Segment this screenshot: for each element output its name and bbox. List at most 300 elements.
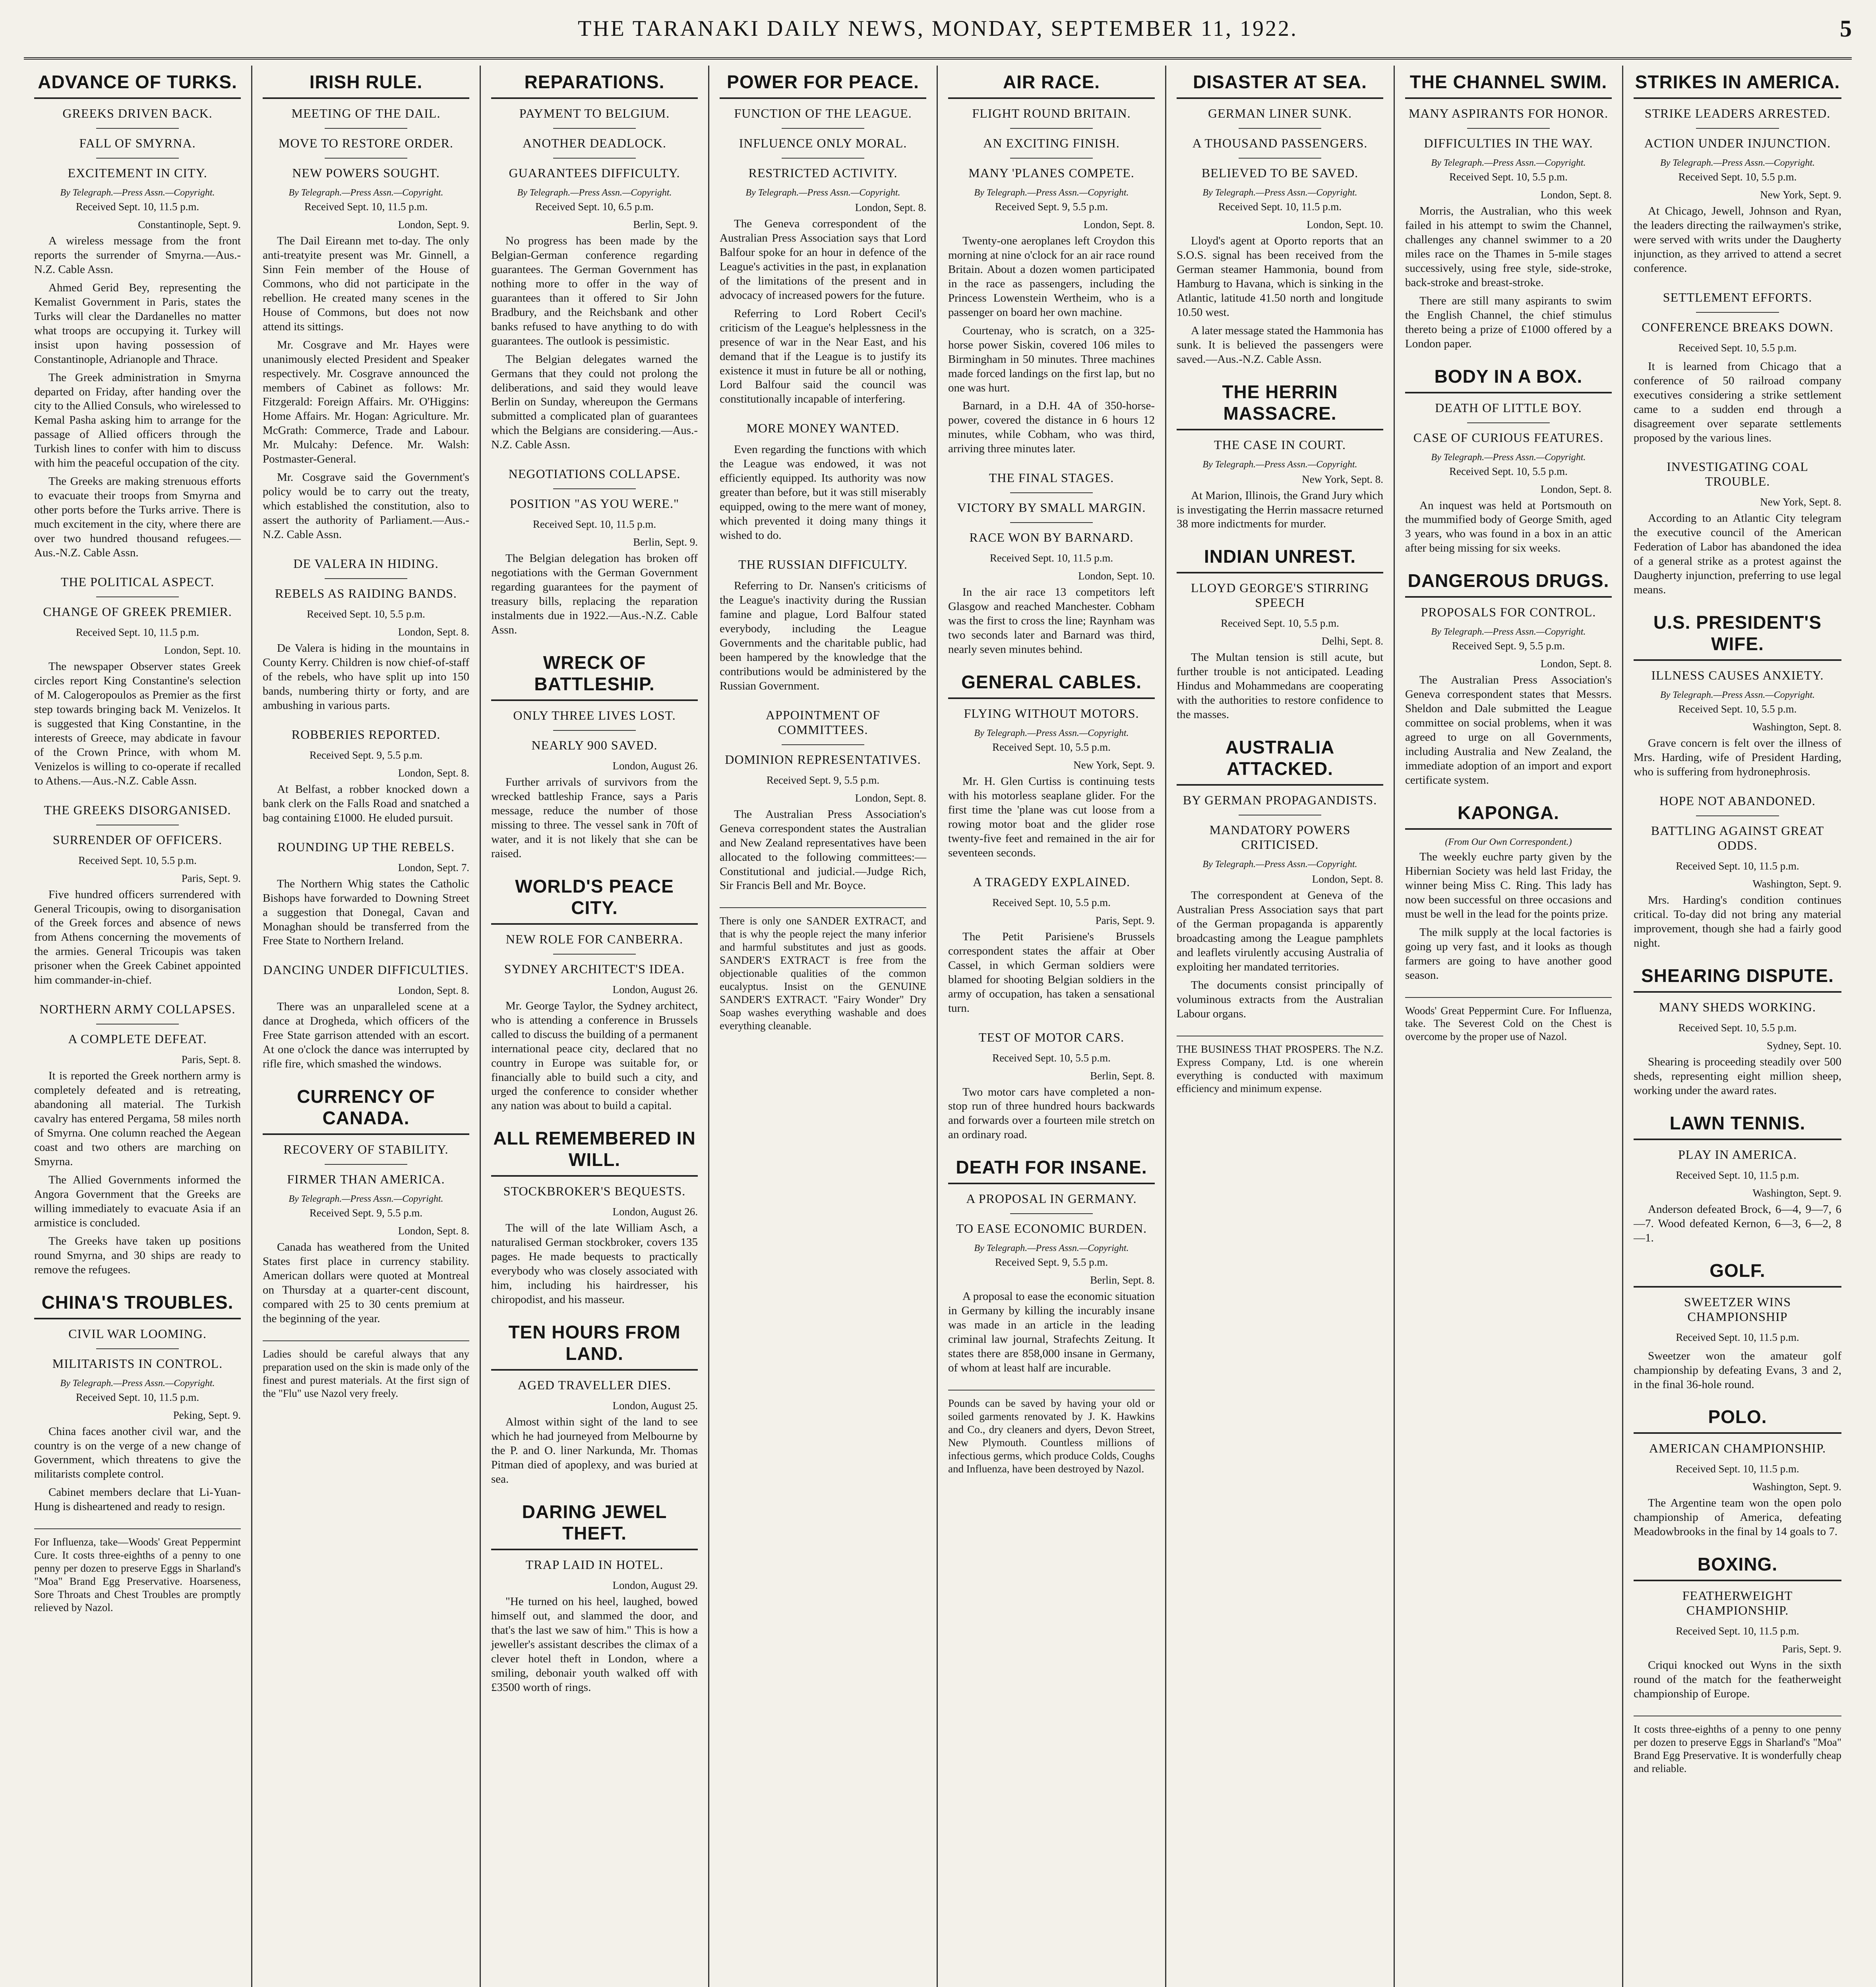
received-line: Received Sept. 10, 11.5 p.m. [76, 626, 199, 638]
dateline: Berlin, Sept. 8. [1090, 1069, 1155, 1082]
dateline: Washington, Sept. 9. [1752, 1187, 1841, 1199]
dateline: Paris, Sept. 9. [1095, 914, 1155, 926]
article-paragraph: The documents consist principally of voluminous extracts from the Australian Labour organs. [1177, 978, 1383, 1020]
article-paragraph: Grave concern is felt over the illness of Mrs. Harding, wife of President Harding, who is suffering from hydronephrosis. [1634, 737, 1841, 779]
received-line: Received Sept. 10, 11.5 p.m. [989, 552, 1113, 564]
article-headline: KAPONGA. [1405, 802, 1612, 830]
article-deck: DIFFICULTIES IN THE WAY. [1424, 136, 1593, 150]
article-deck: THE CASE IN COURT. [1214, 437, 1346, 452]
article-deck: A COMPLETE DEFEAT. [68, 1032, 207, 1046]
article-headline: DEATH FOR INSANE. [948, 1156, 1155, 1184]
article-paragraph: Cabinet members declare that Li-Yuan-Hung is disheartened and ready to resign. [34, 1486, 241, 1513]
article-deck: SYDNEY ARCHITECT'S IDEA. [504, 961, 685, 976]
article-deck: GERMAN LINER SUNK. [1208, 106, 1352, 120]
received-line: Received Sept. 9, 5.5 p.m. [1452, 640, 1565, 652]
article-paragraph: The Multan tension is still acute, but further trouble is not anticipated. Leading Hindus and Mohammedans are cooperating with the authorities to restore confidence to the masses. [1177, 651, 1383, 721]
press-credit: By Telegraph.—Press Assn.—Copyright. [517, 188, 672, 198]
article-deck: AGED TRAVELLER DIES. [518, 1378, 671, 1392]
dateline: London, August 26. [612, 760, 698, 772]
article-paragraph: There was an unparalleled scene at a dance at Drogheda, which officers of the Free State garrison attended with an escort. At one o'clock the dance was interrupted by rifle fire, which smashed the windows. [263, 1000, 469, 1071]
article-headline: BOXING. [1634, 1553, 1841, 1581]
article-paragraph: At Marion, Illinois, the Grand Jury which is investigating the Herrin massacre returned 38 more indictments for murder. [1177, 489, 1383, 531]
article [263, 556, 469, 713]
article-deck: CIVIL WAR LOOMING. [68, 1326, 207, 1341]
deck-rule [782, 744, 864, 745]
article [1405, 570, 1612, 788]
article-paragraph: The Geneva correspondent of the Australian Press Association says that Lord Balfour spoke for an hour in defence of the League's activities in the past, in explanation of the limitations of the present and in advocacy of increased powers for the future. [720, 217, 926, 302]
article-deck: APPOINTMENT OF COMMITTEES. [765, 707, 881, 737]
article [1634, 965, 1841, 1098]
received-line: Received Sept. 10, 5.5 p.m. [992, 896, 1111, 908]
dateline: London, Sept. 10. [1307, 219, 1383, 230]
article-deck: NEARLY 900 SAVED. [531, 738, 658, 753]
article-deck: SETTLEMENT EFFORTS. [1663, 290, 1812, 304]
article [1405, 802, 1612, 983]
received-line: Received Sept. 10, 11.5 p.m. [76, 201, 199, 213]
dateline: London, Sept. 8. [398, 984, 469, 997]
article-paragraph: Canada has weathered from the United States first place in currency stability. American dollars were quoted at Montreal on Thursday at a quarter-cent discount, compared with 25 to 30 cents premium at the beginning of the year. [263, 1241, 469, 1325]
press-credit: By Telegraph.—Press Assn.—Copyright. [974, 188, 1129, 198]
article-deck: THE POLITICAL ASPECT. [60, 574, 215, 589]
received-line: Received Sept. 9, 5.5 p.m. [995, 201, 1108, 213]
article-deck: AMERICAN CHAMPIONSHIP. [1649, 1441, 1826, 1456]
article-paragraph: Mr. Cosgrave said the Government's policy would be to carry out the treaty, which established the constitution, also to assert the authority of Parliament.—Aus.-N.Z. Cable Assn. [263, 471, 469, 541]
column-2 [252, 66, 481, 1987]
article-deck: MEETING OF THE DAIL. [291, 106, 441, 120]
press-credit: By Telegraph.—Press Assn.—Copyright. [1202, 459, 1357, 470]
received-line: Received Sept. 10, 5.5 p.m. [307, 608, 425, 620]
article-deck: POSITION "AS YOU WERE." [509, 496, 679, 511]
article-deck: FALL OF SMYRNA. [79, 136, 196, 150]
article [1177, 736, 1383, 1021]
deck-rule [553, 730, 636, 731]
article [491, 467, 698, 637]
received-line: Received Sept. 10, 5.5 p.m. [992, 1052, 1111, 1064]
received-line: Received Sept. 9, 5.5 p.m. [995, 1256, 1108, 1269]
article-headline: DARING JEWEL THEFT. [491, 1501, 698, 1550]
article-headline: WORLD'S PEACE CITY. [491, 875, 698, 925]
received-line: Received Sept. 10, 5.5 p.m. [1221, 617, 1339, 629]
received-line: Received Sept. 10, 11.5 p.m. [1218, 201, 1342, 213]
article [1177, 546, 1383, 722]
dateline: London, August 26. [612, 983, 698, 995]
article-paragraph: It is learned from Chicago that a conference of 50 railroad company executives considering a strike settlement came to a sudden end through a disagreement over separate settlements proposed by the various lines. [1634, 360, 1841, 444]
article-deck: DEATH OF LITTLE BOY. [1435, 400, 1582, 415]
deck-rule [553, 128, 636, 129]
article-deck: STRIKE LEADERS ARRESTED. [1644, 106, 1831, 120]
article [491, 652, 698, 861]
article [1634, 1406, 1841, 1539]
article-deck: SURRENDER OF OFFICERS. [52, 832, 223, 847]
press-credit: By Telegraph.—Press Assn.—Copyright. [974, 1243, 1129, 1254]
dateline: London, Sept. 8. [1312, 873, 1383, 885]
press-credit: By Telegraph.—Press Assn.—Copyright. [60, 1378, 215, 1389]
article-headline: GOLF. [1634, 1260, 1841, 1288]
article-deck: PROPOSALS FOR CONTROL. [1421, 605, 1596, 620]
article-deck: A TRAGEDY EXPLAINED. [973, 874, 1130, 889]
deck-rule [1239, 158, 1321, 159]
deck-rule [1467, 128, 1550, 129]
dateline: London, Sept. 7. [398, 861, 469, 873]
article [491, 1501, 698, 1695]
article-paragraph: The correspondent at Geneva of the Australian Press Association says that part of the German propaganda is apparently broadcasting among the League pamphlets and leaflets virulently accusing Australia of exploiting her mandated territories. [1177, 889, 1383, 973]
article-paragraph: The Argentine team won the open polo championship of America, defeating Meadowbrooks in the final by 14 goals to 7. [1634, 1497, 1841, 1538]
article-deck: RECOVERY OF STABILITY. [283, 1142, 449, 1157]
article-paragraph: The Northern Whig states the Catholic Bishops have forwarded to Downing Street a suggestion that Donegal, Cavan and Monaghan should be transferred from the Free State to Northern Ireland. [263, 877, 469, 947]
article-headline: STRIKES IN AMERICA. [1634, 71, 1841, 99]
article-deck: MANY SHEDS WORKING. [1659, 999, 1816, 1014]
deck-rule [1239, 128, 1321, 129]
article [1634, 459, 1841, 597]
article-paragraph: Mr. George Taylor, the Sydney architect, who is attending a conference in Brussels called to discuss the building of a permanent international peace city, declared that no country in Europe was suitable for, or financially able to build such a city, and urged the conference to consider whether any nation was about to build a capital. [491, 999, 698, 1112]
article-paragraph: In the air race 13 competitors left Glasgow and reached Manchester. Cobham was the first to cross the line; Raynham was two seconds later and Barnard was third, nearly seven minutes behind. [948, 586, 1155, 656]
article-deck: SWEETZER WINS CHAMPIONSHIP [1684, 1294, 1791, 1324]
received-line: Received Sept. 10, 5.5 p.m. [1678, 171, 1797, 183]
deck-rule [553, 158, 636, 159]
article [948, 875, 1155, 1016]
dateline: Paris, Sept. 9. [1782, 1643, 1841, 1655]
article-paragraph: Ahmed Gerid Bey, representing the Kemalist Government in Paris, states the Turks will clear the Dardanelles no matter what troops are occupying it. Turkey will insist upon having possession of Constantinople, Adrianople and Thrace. [34, 281, 241, 366]
deck-rule [96, 596, 179, 597]
article-paragraph: It is reported the Greek northern army is completely defeated and is retreating, abandoning all material. The Turkish cavalry has entered Pergama, 58 miles north of Smyrna. One column reached the Aegean coast and two others are marching on Smyrna. [34, 1069, 241, 1168]
article-paragraph: Almost within sight of the land to see which he had journeyed from Melbourne by the P. and O. liner Narkunda, Mr. Thomas Pitman died of apoplexy, and was buried at sea. [491, 1416, 698, 1485]
article-deck: BY GERMAN PROPAGANDISTS. [1183, 793, 1377, 808]
article-deck: VICTORY BY SMALL MARGIN. [957, 500, 1146, 515]
article [263, 71, 469, 542]
press-credit: (From Our Own Correspondent.) [1445, 837, 1572, 847]
article-deck: LLOYD GEORGE'S STIRRING SPEECH [1191, 581, 1369, 610]
article-paragraph: The Petit Parisiene's Brussels correspondent states the affair at Ober Cassel, in which German soldiers were blamed for shooting Belgian soldiers in the army of occupation, has taken a sensational turn. [948, 930, 1155, 1015]
received-line: Received Sept. 10, 5.5 p.m. [1449, 465, 1568, 477]
article [1634, 1260, 1841, 1392]
received-line: Received Sept. 9, 5.5 p.m. [309, 1207, 423, 1219]
article-deck: MOVE TO RESTORE ORDER. [279, 136, 453, 150]
article-deck: CONFERENCE BREAKS DOWN. [1642, 320, 1833, 334]
article-deck: A PROPOSAL IN GERMANY. [966, 1191, 1137, 1206]
article-paragraph: The Dail Eireann met to-day. The only anti-treatyite present was Mr. Ginnell, a Sinn Fein member of the House of Commons, who did not participate in the rebellion. He created many scenes in the House of Commons, but does not now attend its sittings. [263, 234, 469, 333]
article-paragraph: The Greeks have taken up positions round Smyrna, and 30 ships are ready to remove the refugees. [34, 1234, 241, 1276]
dateline: Constantinople, Sept. 9. [138, 219, 241, 230]
received-line: Received Sept. 10, 11.5 p.m. [1676, 860, 1799, 872]
article-deck: NEW ROLE FOR CANBERRA. [505, 932, 683, 946]
article [34, 575, 241, 788]
article [263, 1086, 469, 1326]
deck-rule [1010, 128, 1093, 129]
article-headline: IRISH RULE. [263, 71, 469, 99]
dateline: Peking, Sept. 9. [173, 1409, 241, 1421]
article-paragraph: A later message stated the Hammonia has sunk. It is believed the passengers were saved.—Aus.-N.Z. Cable Assn. [1177, 324, 1383, 366]
deck-rule [1010, 522, 1093, 523]
dateline: London, August 25. [612, 1400, 698, 1412]
dateline: London, Sept. 8. [1540, 483, 1612, 495]
article-deck: FLIGHT ROUND BRITAIN. [972, 106, 1131, 120]
article-paragraph: Five hundred officers surrendered with General Tricoupis, owing to disorganisation of the Greek forces and absence of news from Athens concerning the movements of the armies. General Tricoupis was taken prisoner when the Greek Cabinet appointed him commander-in-chief. [34, 888, 241, 987]
article-paragraph: "He turned on his heel, laughed, bowed himself out, and slammed the door, and that's the last we saw of him." This is how a jeweller's assistant describes the climax of a clever hotel theft in London, where a smiling, debonair youth walked off with £3500 worth of rings. [491, 1595, 698, 1694]
article-paragraph: Further arrivals of survivors from the wrecked battleship France, says a Paris message, reduce the number of those missing to three. The vessel sank in 70ft of water, and it is not likely that she can be raised. [491, 776, 698, 860]
deck-rule [325, 128, 407, 129]
deck-rule [553, 954, 636, 955]
press-credit: By Telegraph.—Press Assn.—Copyright. [60, 188, 215, 198]
dateline: London, Sept. 8. [855, 792, 926, 804]
article-headline: AUSTRALIA ATTACKED. [1177, 736, 1383, 786]
advertisement: Ladies should be careful always that any preparation used on the skin is made only of the finest and purest materials. At the first sign of the "Flu" use Nazol very freely. [263, 1340, 469, 1400]
article-paragraph: A proposal to ease the economic situation in Germany by killing the incurably insane was made in an article in the leading criminal law journal, Strafechts Zeitung. It states there are 858,000 insane in Germany, of whom at least half are incurable. [948, 1290, 1155, 1375]
article-deck: FIRMER THAN AMERICA. [287, 1172, 445, 1187]
deck-rule [1467, 422, 1550, 423]
article-deck: DOMINION REPRESENTATIVES. [725, 752, 921, 767]
article-headline: AIR RACE. [948, 71, 1155, 99]
article-headline: U.S. PRESIDENT'S WIFE. [1634, 612, 1841, 661]
article-deck: NORTHERN ARMY COLLAPSES. [39, 1002, 236, 1017]
article-paragraph: The Allied Governments informed the Angora Government that the Greeks are willing immediately to evacuate Asia if an armistice is concluded. [34, 1173, 241, 1229]
received-line: Received Sept. 10, 5.5 p.m. [1449, 171, 1568, 183]
column-8 [1623, 66, 1852, 1987]
article-deck: TO EASE ECONOMIC BURDEN. [956, 1221, 1147, 1236]
article-headline: TEN HOURS FROM LAND. [491, 1321, 698, 1371]
article [263, 727, 469, 825]
dateline: London, Sept. 10. [1078, 570, 1155, 582]
dateline: Paris, Sept. 8. [181, 1054, 241, 1066]
press-credit: By Telegraph.—Press Assn.—Copyright. [1431, 627, 1586, 637]
dateline: Delhi, Sept. 8. [1321, 635, 1383, 647]
press-credit: By Telegraph.—Press Assn.—Copyright. [288, 1194, 443, 1205]
article-deck: GREEKS DRIVEN BACK. [62, 106, 213, 120]
received-line: Received Sept. 10, 11.5 p.m. [76, 1391, 199, 1403]
article-deck: DANCING UNDER DIFFICULTIES. [263, 963, 469, 977]
dateline: London, Sept. 9. [398, 219, 469, 230]
article [948, 471, 1155, 657]
article-deck: MORE MONEY WANTED. [746, 421, 900, 436]
dateline: New York, Sept. 8. [1760, 496, 1841, 508]
press-credit: By Telegraph.—Press Assn.—Copyright. [1202, 859, 1357, 870]
dateline: London, Sept. 8. [398, 1225, 469, 1237]
article-headline: INDIAN UNREST. [1177, 546, 1383, 573]
article [720, 421, 926, 543]
article [1634, 290, 1841, 445]
article-deck: THE FINAL STAGES. [989, 471, 1114, 485]
column-7 [1395, 66, 1623, 1987]
article-paragraph: Mr. H. Glen Curtiss is continuing tests with his motorless seaplane glider. For the first time the 'plane was cut loose from a rowing motor boat and the glider rose twenty-five feet and remained in the air for seventeen seconds. [948, 775, 1155, 859]
dateline: Washington, Sept. 8. [1752, 721, 1841, 733]
press-credit: By Telegraph.—Press Assn.—Copyright. [1431, 158, 1586, 168]
article-paragraph: Barnard, in a D.H. 4A of 350-horse-power, covered the distance in 6 hours 12 minutes, while Cobham, who was third, arriving three minutes later. [948, 399, 1155, 455]
deck-rule [96, 158, 179, 159]
press-credit: By Telegraph.—Press Assn.—Copyright. [1431, 452, 1586, 463]
column-6 [1166, 66, 1395, 1987]
article [948, 671, 1155, 860]
article-deck: STOCKBROKER'S BEQUESTS. [503, 1184, 686, 1199]
article [720, 71, 926, 407]
article-deck: INFLUENCE ONLY MORAL. [739, 136, 907, 150]
article-deck: MANY ASPIRANTS FOR HONOR. [1408, 106, 1609, 120]
article-deck: PLAY IN AMERICA. [1678, 1147, 1797, 1162]
deck-rule [325, 1164, 407, 1165]
dateline: Washington, Sept. 9. [1752, 1481, 1841, 1493]
received-line: Received Sept. 10, 11.5 p.m. [304, 201, 428, 213]
deck-rule [1696, 815, 1779, 816]
article [34, 71, 241, 560]
column-3 [481, 66, 709, 1987]
article-deck: A THOUSAND PASSENGERS. [1192, 136, 1368, 150]
article-deck: RACE WON BY BARNARD. [969, 530, 1134, 545]
dateline: London, Sept. 8. [1540, 189, 1612, 201]
article-headline: DISASTER AT SEA. [1177, 71, 1383, 99]
article-headline: CHINA'S TROUBLES. [34, 1292, 241, 1319]
article [1177, 381, 1383, 532]
article-paragraph: A wireless message from the front reports the surrender of Smyrna.—Aus.-N.Z. Cable Assn. [34, 234, 241, 276]
press-credit: By Telegraph.—Press Assn.—Copyright. [745, 188, 900, 198]
article-headline: ALL REMEMBERED IN WILL. [491, 1127, 698, 1177]
article-paragraph: At Belfast, a robber knocked down a bank clerk on the Falls Road and snatched a bag containing £1000. He eluded pursuit. [263, 782, 469, 824]
article-paragraph: Mrs. Harding's condition continues critical. To-day did not bring any material improvement, though she had a fairly good night. [1634, 894, 1841, 949]
article-deck: MANY 'PLANES COMPETE. [968, 166, 1135, 180]
advertisement: Woods' Great Peppermint Cure. For Influenza, take. The Severest Cold on the Chest is overcome by the proper use of Nazol. [1405, 997, 1612, 1044]
article [34, 803, 241, 988]
article [263, 840, 469, 949]
article-deck: ONLY THREE LIVES LOST. [513, 708, 676, 723]
article [491, 1321, 698, 1487]
article-paragraph: De Valera is hiding in the mountains in County Kerry. Children is now chief-of-staff of the rebels, who have split up into 150 bands, numbering thirty or forty, and are ambushing in various parts. [263, 642, 469, 712]
article-deck: BELIEVED TO BE SAVED. [1201, 166, 1359, 180]
article-deck: ILLNESS CAUSES ANXIETY. [1651, 668, 1824, 683]
article-paragraph: Courtenay, who is scratch, on a 325-horse power Siskin, covered 106 miles to Birmingham in 50 minutes. Three machines made forced landings on the first lap, but no one was hurt. [948, 324, 1155, 394]
dateline: New York, Sept. 8. [1302, 473, 1383, 485]
article [720, 557, 926, 693]
article-paragraph: The Greek administration in Smyrna departed on Friday, after handing over the city to the Allied Consuls, who wirelessed to Kemal Pasha asking him to arrange for the passage of Allied officers through the Turkish lines to confer with him to discuss with him the peaceful occupation of the city. [34, 371, 241, 470]
dateline: Berlin, Sept. 9. [633, 219, 698, 230]
received-line: Received Sept. 10, 5.5 p.m. [992, 741, 1111, 753]
deck-rule [96, 128, 179, 129]
article-headline: THE CHANNEL SWIM. [1405, 71, 1612, 99]
advertisement: Pounds can be saved by having your old or soiled garments renovated by J. K. Hawkins and Co., dry cleaners and dyers, Devon Street, New Plymouth. Countless millions of infectious germs, which produce Colds, Coughs and Influenza, have been destroyed by Nazol. [948, 1390, 1155, 1476]
article-paragraph: Lloyd's agent at Oporto reports that an S.O.S. signal has been received from the German steamer Hammonia, bound from Hamburg to Havana, which is sinking in the Atlantic, latitude 41.50 north and longitude 10.50 west. [1177, 234, 1383, 319]
article-deck: THE RUSSIAN DIFFICULTY. [738, 557, 908, 572]
article-deck: REBELS AS RAIDING BANDS. [275, 586, 457, 601]
article [948, 1030, 1155, 1143]
article-paragraph: Mr. Cosgrave and Mr. Hayes were unanimously elected President and Speaker respectively. Mr. Cosgrave announced the members of Cabinet as follows: Mr. Fitzgerald: Foreign Affairs. Mr. O'Higgins: Home Affairs. Mr. Hogan: Agriculture. Mr. McGrath: Commerce, Trade and Labour. Mr. Mulcahy: Defence. Mr. Walsh: Postmaster-General. [263, 338, 469, 466]
deck-rule [553, 488, 636, 489]
article-paragraph: Two motor cars have completed a non-stop run of three hundred hours backwards and forwards over a fourteen mile stretch on an ordinary road. [948, 1085, 1155, 1141]
dateline: Sydney, Sept. 10. [1767, 1039, 1841, 1052]
article-deck: BATTLING AGAINST GREAT ODDS. [1651, 823, 1824, 853]
press-credit: By Telegraph.—Press Assn.—Copyright. [1660, 158, 1815, 168]
received-line: Received Sept. 10, 11.5 p.m. [1676, 1331, 1799, 1343]
article-paragraph: Shearing is proceeding steadily over 500 sheds, representing eight million sheep, working under the award rates. [1634, 1055, 1841, 1097]
dateline: London, Sept. 8. [1540, 658, 1612, 670]
article-deck: GUARANTEES DIFFICULTY. [509, 166, 680, 180]
article [491, 71, 698, 452]
article-paragraph: At Chicago, Jewell, Johnson and Ryan, the leaders directing the railwaymen's strike, were served with writs under the Daugherty injunction, as they arrived to attend a secret conference. [1634, 205, 1841, 275]
article-headline: CURRENCY OF CANADA. [263, 1086, 469, 1135]
article-headline: THE HERRIN MASSACRE. [1177, 381, 1383, 430]
deck-rule [782, 128, 864, 129]
advertisement: For Influenza, take—Woods' Great Peppermint Cure. It costs three-eighths of a penny to one penny per dozen to preserve Eggs in Sharland's "Moa" Brand Egg Preservative. Hoarseness, Sore Throats and Chest Troubles are promptly relieved by Nazol. [34, 1528, 241, 1614]
received-line: Received Sept. 10, 11.5 p.m. [1676, 1625, 1799, 1637]
dateline: Berlin, Sept. 9. [633, 536, 698, 548]
article-deck: FEATHERWEIGHT CHAMPIONSHIP. [1682, 1588, 1793, 1618]
press-credit: By Telegraph.—Press Assn.—Copyright. [1202, 188, 1357, 198]
article-headline: ADVANCE OF TURKS. [34, 71, 241, 99]
dateline: Paris, Sept. 9. [181, 872, 241, 884]
dateline: London, Sept. 8. [398, 767, 469, 779]
column-4 [709, 66, 938, 1987]
article-paragraph: China faces another civil war, and the country is on the verge of a new change of Government, which threatens to give the militarists complete control. [34, 1425, 241, 1481]
deck-rule [325, 158, 407, 159]
received-line: Received Sept. 10, 5.5 p.m. [1678, 703, 1797, 715]
article-deck: ROBBERIES REPORTED. [291, 727, 441, 742]
article-headline: LAWN TENNIS. [1634, 1112, 1841, 1140]
article-deck: ANOTHER DEADLOCK. [523, 136, 666, 150]
dateline: Washington, Sept. 9. [1752, 878, 1841, 890]
article-deck: FUNCTION OF THE LEAGUE. [734, 106, 912, 120]
article-paragraph: No progress has been made by the Belgian-German conference regarding guarantees. The German Government has nothing more to offer in the way of guarantees than it offered to Sir John Bradbury, and the Reichsbank and other banks refused to have anything to do with guarantees. The outlook is pessimistic. [491, 234, 698, 347]
article-headline: POLO. [1634, 1406, 1841, 1434]
article-deck: MANDATORY POWERS CRITICISED. [1209, 823, 1351, 852]
dateline: London, August 29. [612, 1579, 698, 1591]
deck-rule [1010, 1213, 1093, 1214]
press-credit: By Telegraph.—Press Assn.—Copyright. [288, 188, 443, 198]
article [948, 1156, 1155, 1375]
article-deck: ACTION UNDER INJUNCTION. [1644, 136, 1831, 150]
article [1634, 794, 1841, 951]
article-deck: EXCITEMENT IN CITY. [68, 166, 207, 180]
article-paragraph: An inquest was held at Portsmouth on the mummified body of George Smith, aged 3 years, who was found in a box in an attic after being missing for six weeks. [1405, 499, 1612, 555]
received-line: Received Sept. 10, 6.5 p.m. [535, 201, 654, 213]
article-deck: PAYMENT TO BELGIUM. [519, 106, 670, 120]
article [491, 875, 698, 1114]
article-paragraph: The Belgian delegation has broken off negotiations with the German Government regarding guarantees for the payment of treasury bills, replacing the reparation instalments due in 1922.—Aus.-N.Z. Cable Assn. [491, 552, 698, 637]
received-line: Received Sept. 9, 5.5 p.m. [309, 749, 423, 761]
dateline: New York, Sept. 9. [1760, 189, 1841, 201]
article-deck: TRAP LAID IN HOTEL. [525, 1557, 664, 1572]
received-line: Received Sept. 10, 11.5 p.m. [532, 518, 656, 531]
article-deck: ROUNDING UP THE REBELS. [277, 839, 455, 854]
article-paragraph: There are still many aspirants to swim the English Channel, the chief stimulus thereto being a prize of £1000 offered by a London paper. [1405, 294, 1612, 350]
masthead [24, 0, 1852, 60]
dateline: New York, Sept. 9. [1073, 759, 1155, 771]
masthead-title: THE TARANAKI DAILY NEWS, MONDAY, SEPTEMBER 11, 1922. [577, 16, 1298, 41]
press-credit: By Telegraph.—Press Assn.—Copyright. [974, 728, 1129, 739]
article-headline: POWER FOR PEACE. [720, 71, 926, 99]
article-deck: MILITARISTS IN CONTROL. [52, 1356, 223, 1371]
received-line: Received Sept. 10, 11.5 p.m. [1676, 1463, 1799, 1475]
article-paragraph: Anderson defeated Brock, 6—4, 9—7, 6—7. Wood defeated Kernon, 6—3, 6—2, 8—1. [1634, 1203, 1841, 1244]
article-deck: NEGOTIATIONS COLLAPSE. [508, 467, 681, 481]
article-paragraph: Even regarding the functions with which the League was endowed, it was not efficiently equipped. Its authority was now greater than before, but it was still miserably equipped, owing to the mere want of money, which prevented it doing many things it wished to do. [720, 443, 926, 542]
article-deck: DE VALERA IN HIDING. [293, 556, 439, 571]
article-paragraph: The Belgian delegates warned the Germans that they could not prolong the deliberations, and said they would leave Berlin on Sunday, whereupon the Germans submitted a complicated plan of guarantees which the Belgians are considering.—Aus.-N.Z. Cable Assn. [491, 352, 698, 451]
article-paragraph: Twenty-one aeroplanes left Croydon this morning at nine o'clock for an air race round Britain. About a dozen women participated in the race as passengers, including the Princess Lowenstein Wertheim, who is a passenger on board her own machine. [948, 234, 1155, 319]
article-deck: CHANGE OF GREEK PREMIER. [43, 604, 232, 619]
article-deck: THE GREEKS DISORGANISED. [44, 802, 231, 817]
article [1634, 1553, 1841, 1701]
article [34, 1002, 241, 1277]
dateline: London, Sept. 8. [1083, 219, 1155, 230]
column-1 [24, 66, 252, 1987]
article-headline: DANGEROUS DRUGS. [1405, 570, 1612, 598]
article [34, 1292, 241, 1514]
dateline: London, August 26. [612, 1206, 698, 1218]
article [720, 708, 926, 893]
deck-rule [782, 158, 864, 159]
article-headline: REPARATIONS. [491, 71, 698, 99]
columns-grid [24, 66, 1852, 1987]
article-headline: GENERAL CABLES. [948, 671, 1155, 699]
article-paragraph: The weekly euchre party given by the Hibernian Society was held last Friday, the winner being Miss C. Ring. This lady has now been successful on three occasions and must be well in the lead for the points prize. [1405, 850, 1612, 920]
article-deck: AN EXCITING FINISH. [983, 136, 1120, 150]
article-paragraph: The newspaper Observer states Greek circles report King Constantine's selection of M. Calogeropoulos as Premier as the first step towards bringing back M. Venizelos. It is suggested that King Constantine, in the interests of Greece, may abdicate in favour of the Crown Prince, with whom M. Venizelos is willing to co-operate if recalled to Athens.—Aus.-N.Z. Cable Assn. [34, 660, 241, 787]
article [1177, 71, 1383, 367]
